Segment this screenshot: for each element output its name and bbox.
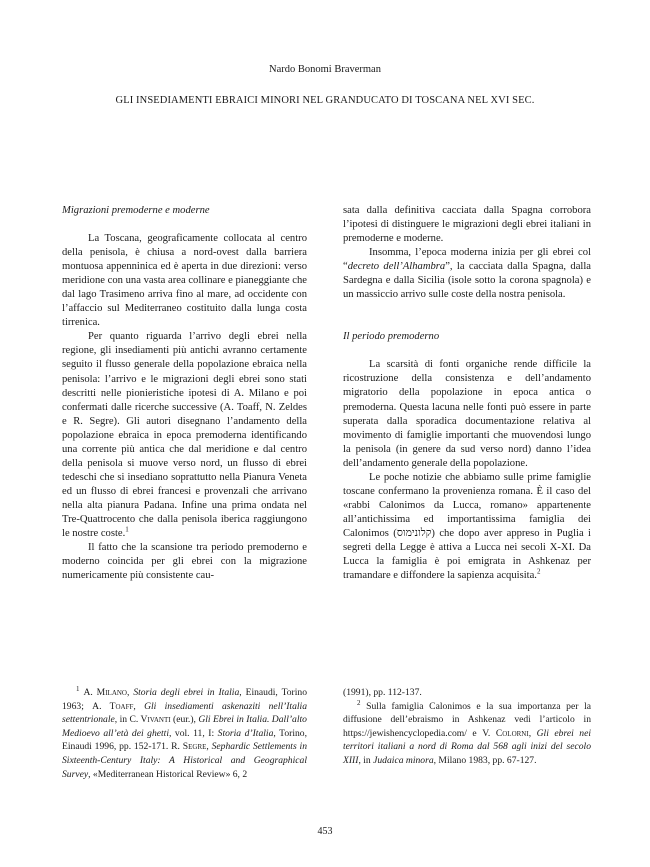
right-column (343, 204, 591, 583)
work-title: Storia degli ebrei in Italia (133, 687, 240, 698)
paragraph (62, 541, 307, 583)
section-heading: Migrazioni premoderne e moderne (62, 205, 210, 216)
footnote-text: , (528, 727, 537, 739)
work-title: Storia d’Italia (217, 727, 274, 739)
paragraph (343, 358, 591, 470)
paragraph-text: Il fatto che la scansione tra periodo premoderno e moderno coincida per gli ebrei con la migrazione numericamente più consistente cau- (62, 542, 307, 582)
footnote: $^1$ A. Milano, Storia degli ebrei in Italia, Einaudi, Torino 1963; A. Toaff, Gli insediamenti askenaziti nell’Italia settentrionale, in C. Vivanti (eur.), Gli Ebrei in Italia. Dall’alto Medioevo all’età dei ghetti, vol. 11, I: Storia d’Italia, Torino, Einaudi 1996, pp. 152-171. R. Segre, Sephardic Settlements in Sixteenth-Century Italy: A Historical and Geographical Survey, «Mediterranean Historical Review» 6, 2 (62, 684, 308, 780)
paragraph (343, 246, 591, 302)
footnote-text: , Einaudi, Torino 1963; (62, 687, 308, 712)
footnote-text: (eur.), (170, 714, 199, 726)
italic-text: decreto dell’Alhambra (347, 261, 446, 273)
footnotes-left (62, 686, 307, 781)
author-ref: A. Toaff (92, 700, 134, 712)
work-title: Judaica minora (373, 754, 434, 766)
paragraph-text: La scarsità di fonti organiche rende difficile la ricostruzione della consistenza e dell’andamento migratorio della popolazione in epoca antica o premoderna. Questa lacuna nelle fonti può essere in parte superata dalla sporadica documentazione relativa al movimento di famiglie importanti che muovendosi lungo la penisola (in genere da sud verso nord) danno l’idea dell’andamento generale della popolazione. (343, 359, 591, 469)
footnote-text: , (206, 741, 212, 753)
article-title: GLI INSEDIAMENTI EBRAICI MINORI NEL GRANDUCATO DI TOSCANA NEL XVI SEC. (115, 95, 535, 106)
footnote-text: , in (114, 714, 130, 726)
paragraph (343, 471, 591, 583)
work-title: Gli Ebrei in Italia. Dall’alto Medioevo all’età dei ghetti (62, 714, 307, 739)
author-name: Nardo Bonomi Braverman (269, 64, 381, 75)
footnote-text: , vol. 11, I: (169, 727, 218, 739)
footnote-number: 1 (76, 684, 80, 693)
section-heading: Il periodo premoderno (343, 331, 440, 343)
page-number: 453 (317, 826, 333, 837)
footnote-text: , Milano 1983, pp. 67-127. (433, 754, 537, 766)
footnote-ref[interactable]: 1 (125, 525, 129, 534)
author-ref: C. Vivanti (129, 714, 171, 726)
paragraph-text: Le poche notizie che abbiamo sulle prime famiglie toscane confermano la provenienza romana. È il caso del «rabbi Calonimos da Lucca, romano» appartenente all’antichissima ed importantissima famiglia dei Calonimos (קלונימוס) che dopo aver appreso in Puglia i segreti della Legge è attiva a Lucca nei secoli X-XI. Da Lucca la famiglia è poi emigrata in Ashkenaz per tramandare e diffondere la sapienza acquisita. (343, 471, 591, 582)
paragraph-text: Per quanto riguarda l’arrivo degli ebrei nella regione, gli insediamenti più antichi avranno certamente seguito il flusso generale della popolazione ebraica nella penisola: l’arrivo e le migrazioni degli ebrei sono stati descritti nelle pionieristiche ipotesi di A. Milano e poi confermati dalle ricerche successive (A. Toaff, N. Zeldes e R. Segre). Gli autori disegnano l’andamento della popolazione ebraica in epoca premoderna identificando una corrente più antica che dal meridione e dal centro della penisola si muove verso nord, un flusso di ebrei tedeschi che si insediano soprattutto nella Pianura Veneta ed un flusso di ebrei francesi e provenzali che arrivano nella alta pianura Padana. Infine una prima ondata nel Tre-Quattrocento che dalla penisola iberica raggiungono le nostre coste. (62, 331, 307, 540)
footnote-text: , Torino, Einaudi 1996, pp. 152-171. (62, 727, 307, 753)
footnote-ref[interactable]: 2 (536, 567, 541, 576)
paragraph (62, 330, 307, 541)
footnote-continuation: (1991), pp. 112-137. (343, 687, 422, 698)
paragraph-text: ”, la cacciata dalla Spagna, dalla Sardegna e dalla Sicilia (isole sotto la corona spagnola) e un massiccio arrivo sulle coste della nostra penisola. (343, 261, 591, 301)
footnote-text: Sulla famiglia Calonimos e la sua importanza per la diffusione dell’ebraismo in Ashkenaz vedi l’articolo in https://jewishencyclopedia.com/ e (343, 700, 592, 739)
footnote-text: , in (358, 754, 374, 766)
author-ref: A. Milano (83, 687, 127, 698)
footnotes-right (343, 686, 591, 768)
work-title: Gli insediamenti askenaziti nell’Italia settentrionale (62, 700, 307, 726)
left-column (62, 204, 307, 583)
footnote-text: , «Mediterranean Historical Review» 6, 2 (88, 768, 248, 780)
paragraph (62, 232, 307, 330)
author-ref: R. Segre (171, 741, 207, 753)
paragraph-text: sata dalla definitiva cacciata dalla Spagna corrobora l’ipotesi di distinguere le migrazioni degli ebrei italiani in premoderne e moderne. (343, 205, 591, 245)
paragraph-text: La Toscana, geograficamente collocata al centro della penisola, è chiusa a nord-ovest dalla barriera montuosa appenninica ed è aperta in due direzioni: verso meridione con una vasta area collinare e pianeggiante che dal lago Trasimeno arriva fino al mare, ad occidente con l’affaccio sul Mediterraneo costituito dalla lunga costa tirrenica. (62, 233, 307, 329)
author-ref: V. Colorni (482, 727, 529, 739)
work-title: Sephardic Settlements in Sixteenth-Century Italy: A Historical and Geographical Survey (62, 741, 307, 780)
footnote-number: 2 (357, 698, 361, 707)
paragraph-text: Insomma, l’epoca moderna inizia per gli ebrei col “ (343, 247, 591, 273)
work-title: Gli ebrei nei territori italiani a nord di Roma dal 568 agli inizi del secolo XIII (343, 727, 592, 766)
paragraph (343, 204, 591, 246)
footnote (343, 700, 591, 768)
